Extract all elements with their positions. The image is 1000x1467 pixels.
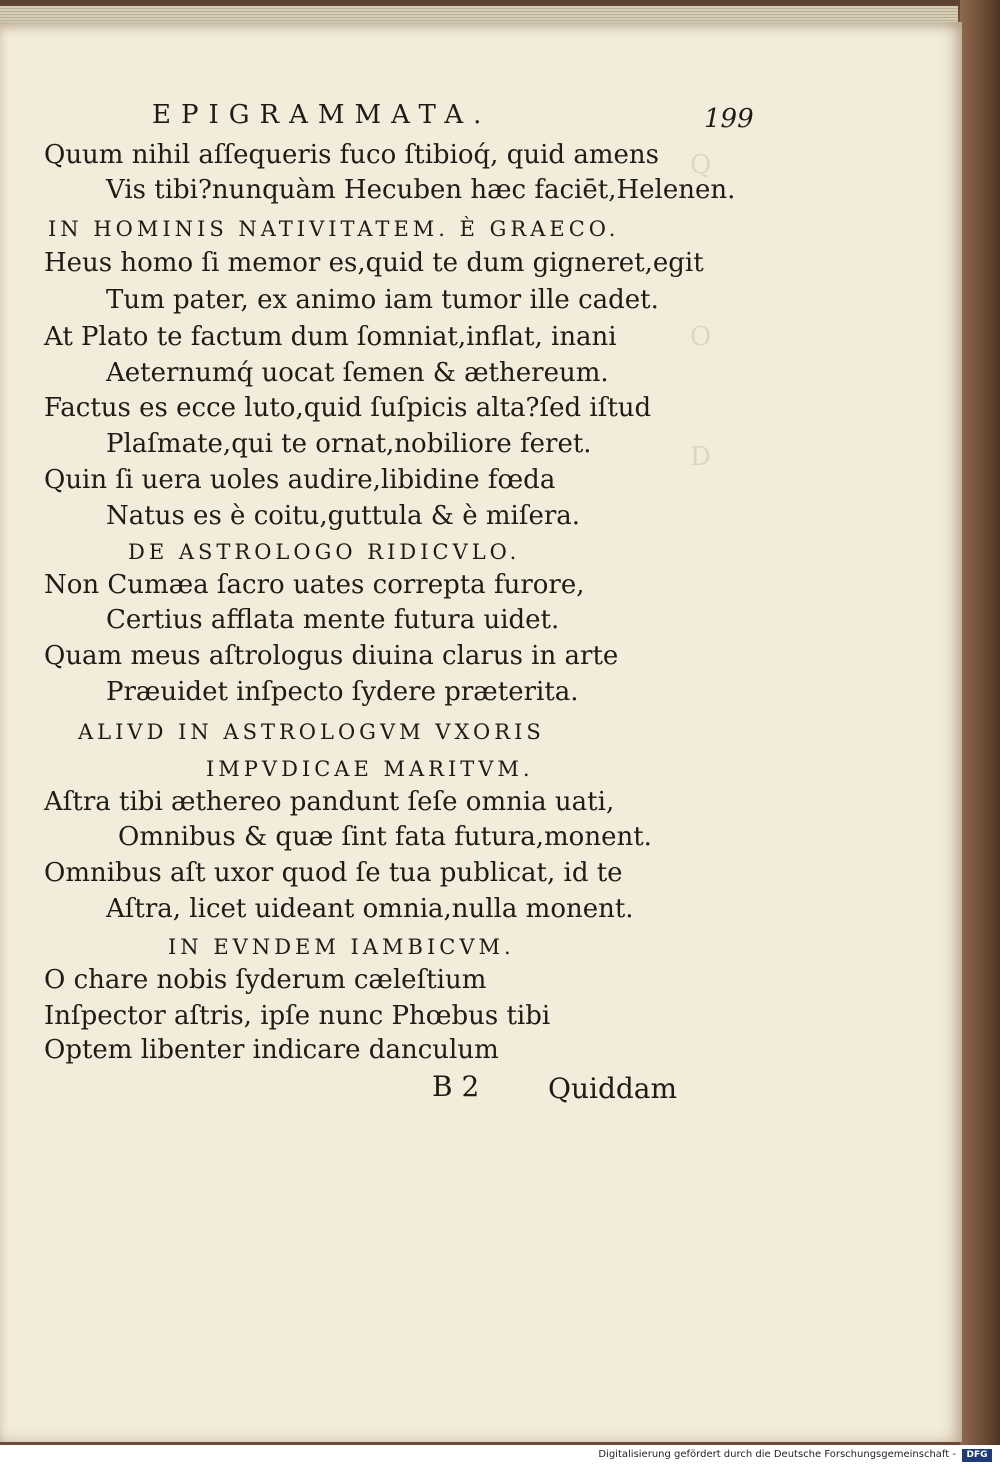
verse-line: Inſpector aſtris, ipſe nunc Phœbus tibi xyxy=(44,1001,551,1031)
verse-line: Heus homo ſi memor es,quid te dum gigneret,egit xyxy=(44,248,704,278)
verse-line: Plaſmate,qui te ornat,nobiliore feret. xyxy=(106,429,592,459)
verse-line: Aſtra, licet uideant omnia,nulla monent. xyxy=(106,894,634,924)
verse-line: Omnibus aſt uxor quod ſe tua publicat, id te xyxy=(44,858,623,888)
show-through-mark: D xyxy=(690,442,711,472)
verse-line: O chare nobis ſyderum cæleſtium xyxy=(44,965,487,995)
verse-line: Quin ſi uera uoles audire,libidine fœda xyxy=(44,465,556,495)
epigram-heading: IN HOMINIS NATIVITATEM. È GRAECO. xyxy=(48,217,620,241)
verse-line: Factus es ecce luto,quid ſuſpicis alta?ſed iſtud xyxy=(44,393,652,423)
book-cover-right xyxy=(960,0,1000,1445)
verse-line: Quam meus aſtrologus diuina clarus in arte xyxy=(44,641,619,671)
verse-line: Omnibus & quæ ſint fata futura,monent. xyxy=(118,822,652,852)
epigram-heading: DE ASTROLOGO RIDICVLO. xyxy=(128,540,521,564)
show-through-mark: O xyxy=(690,322,712,352)
verse-line: Non Cumæa ſacro uates correpta furore, xyxy=(44,570,585,600)
page-number: 199 xyxy=(704,104,754,134)
verse-line: Præuidet inſpecto ſydere præterita. xyxy=(106,677,579,707)
verse-line: Natus es è coitu,guttula & è miſera. xyxy=(106,501,581,531)
verse-line: Tum pater, ex animo iam tumor ille cadet. xyxy=(106,285,659,315)
running-head: EPIGRAMMATA. xyxy=(152,100,492,130)
show-through-mark: Q xyxy=(690,150,712,180)
epigram-heading: IMPVDICAE MARITVM. xyxy=(206,757,534,781)
epigram-heading: IN EVNDEM IAMBICVM. xyxy=(168,935,515,959)
verse-line: Optem libenter indicare danculum xyxy=(44,1035,499,1065)
verse-line: Quum nihil aſſequeris fuco ſtibioq́, quid amens xyxy=(44,140,659,170)
verse-line: Certius afflata mente futura uidet. xyxy=(106,605,560,635)
verse-line: Vis tibi?nunquàm Hecuben hæc faciēt,Helenen. xyxy=(106,175,736,205)
digitization-credit: Digitalisierung gefördert durch die Deutsche Forschungsgemeinschaft - xyxy=(598,1449,956,1460)
dfg-logo: DFG xyxy=(962,1449,992,1462)
verse-line: Aſtra tibi æthereo pandunt ſeſe omnia uati, xyxy=(44,787,615,817)
verse-line: At Plato te factum dum ſomniat,inflat, inani xyxy=(44,322,617,352)
verse-line: Aeternumq́ uocat ſemen & æthereum. xyxy=(106,358,609,388)
signature-mark: B 2 xyxy=(432,1070,480,1103)
catchword: Quiddam xyxy=(548,1072,678,1105)
epigram-heading: ALIVD IN ASTROLOGVM VXORIS xyxy=(78,720,545,744)
